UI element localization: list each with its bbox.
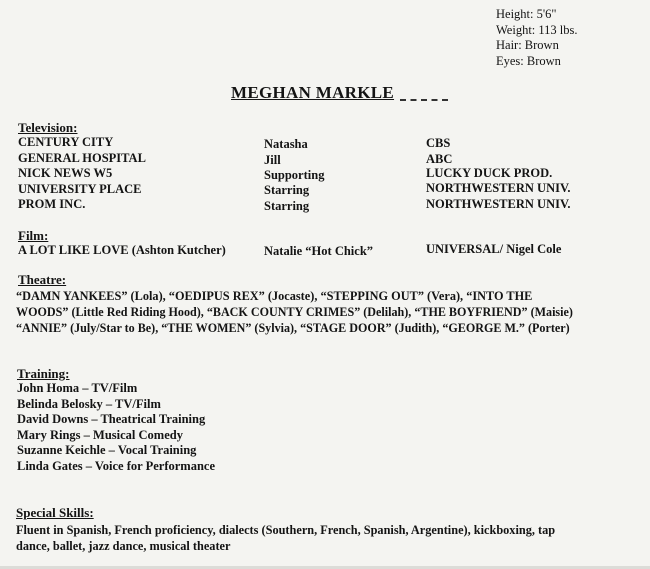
tv-row-role: Starring <box>264 199 310 213</box>
training-item: David Downs – Theatrical Training <box>17 412 206 426</box>
theatre-line: “ANNIE” (July/Star to Be), “THE WOMEN” (Sylvia), “STAGE DOOR” (Judith), “GEORGE M.” (Porter) <box>16 321 570 335</box>
television-heading: Television: <box>18 120 78 135</box>
tv-row-title: CENTURY CITY <box>18 135 114 149</box>
theatre-heading: Theatre: <box>18 272 67 287</box>
name-underline-mark <box>400 99 448 103</box>
skills-line: dance, ballet, jazz dance, musical theater <box>16 539 231 553</box>
film-row-title: A LOT LIKE LOVE (Ashton Kutcher) <box>18 243 226 257</box>
training-item: Suzanne Keichle – Vocal Training <box>17 443 197 457</box>
training-heading: Training: <box>17 366 70 381</box>
skills-heading: Special Skills: <box>16 505 94 520</box>
training-item: John Homa – TV/Film <box>17 381 138 395</box>
film-row-company: UNIVERSAL/ Nigel Cole <box>426 242 562 256</box>
tv-row-company: ABC <box>426 152 453 166</box>
training-item: Mary Rings – Musical Comedy <box>17 427 183 442</box>
height-text: Height: 5'6" <box>496 7 557 21</box>
training-item: Linda Gates – Voice for Performance <box>17 458 215 473</box>
hair-text: Hair: Brown <box>496 38 559 53</box>
tv-row-title: UNIVERSITY PLACE <box>18 182 142 196</box>
film-row-role: Natalie “Hot Chick” <box>264 244 374 258</box>
tv-row-company: LUCKY DUCK PROD. <box>426 166 553 180</box>
eyes-text: Eyes: Brown <box>496 53 561 68</box>
training-list <box>17 381 215 474</box>
tv-row-role: Supporting <box>264 168 325 182</box>
theatre-line: WOODS” (Little Red Riding Hood), “BACK COUNTY CRIMES” (Delilah), “THE BOYFRIEND” (Maisie) <box>16 305 573 319</box>
tv-row-role: Natasha <box>264 137 308 151</box>
weight-text: Weight: 113 lbs. <box>496 22 578 37</box>
resume-name: MEGHAN MARKLE <box>231 83 395 102</box>
tv-row-company: CBS <box>426 136 451 150</box>
tv-row-company: NORTHWESTERN UNIV. <box>426 181 571 195</box>
tv-row-company: NORTHWESTERN UNIV. <box>426 197 571 211</box>
theatre-line: “DAMN YANKEES” (Lola), “OEDIPUS REX” (Jocaste), “STEPPING OUT” (Vera), “INTO THE <box>16 289 533 303</box>
physical-stats <box>496 7 578 69</box>
tv-row-role: Jill <box>264 153 281 167</box>
skills-line: Fluent in Spanish, French proficiency, dialects (Southern, French, Spanish, Argentine), kickboxing, tap <box>16 523 556 537</box>
tv-row-role: Starring <box>264 183 310 197</box>
film-heading: Film: <box>18 228 49 243</box>
tv-row-title: NICK NEWS W5 <box>18 166 113 180</box>
training-item: Belinda Belosky – TV/Film <box>17 396 161 411</box>
tv-row-title: PROM INC. <box>18 197 86 211</box>
tv-row-title: GENERAL HOSPITAL <box>18 151 146 165</box>
